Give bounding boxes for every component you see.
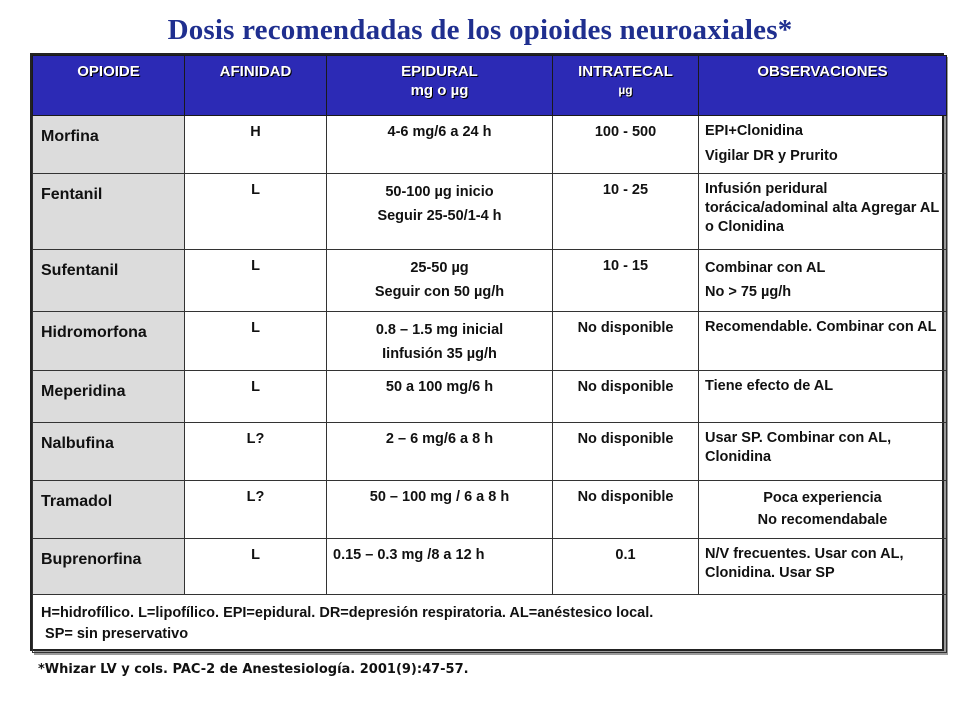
obs-line: Vigilar DR y Prurito bbox=[705, 148, 838, 164]
row-observaciones bbox=[699, 539, 947, 595]
epidural-line: 50-100 µg inicio bbox=[385, 184, 494, 200]
row-afinidad: L bbox=[185, 312, 327, 371]
row-epidural bbox=[327, 539, 553, 595]
epidural-line: 0.15 – 0.3 mg /8 a 12 h bbox=[333, 547, 485, 563]
header-epidural-unit: mg o µg bbox=[410, 82, 469, 99]
citation-footnote: *Whizar LV y cols. PAC-2 de Anestesiología. 2001(9):47-57. bbox=[38, 662, 469, 677]
header-intratecal bbox=[553, 56, 699, 116]
opioid-dose-table bbox=[32, 55, 947, 653]
row-name: Hidromorfona bbox=[33, 312, 185, 371]
row-observaciones bbox=[699, 116, 947, 174]
legend-row bbox=[33, 595, 947, 653]
row-observaciones bbox=[699, 371, 947, 423]
table-row bbox=[33, 250, 947, 312]
row-observaciones bbox=[699, 423, 947, 481]
row-name: Sufentanil bbox=[33, 250, 185, 312]
table-header-row bbox=[33, 56, 947, 116]
header-opioide: OPIOIDE bbox=[33, 56, 185, 116]
table-row bbox=[33, 481, 947, 539]
row-afinidad: L bbox=[185, 174, 327, 250]
row-intratecal: No disponible bbox=[553, 481, 699, 539]
obs-line: Usar SP. Combinar con AL, Clonidina bbox=[705, 430, 892, 465]
row-intratecal: No disponible bbox=[553, 312, 699, 371]
obs-line: Recomendable. Combinar con AL bbox=[705, 319, 937, 335]
row-name: Fentanil bbox=[33, 174, 185, 250]
epidural-line: Iinfusión 35 µg/h bbox=[382, 346, 497, 362]
table-row bbox=[33, 174, 947, 250]
obs-line: No > 75 µg/h bbox=[705, 284, 792, 300]
row-name: Meperidina bbox=[33, 371, 185, 423]
obs-line: No recomendabale bbox=[757, 512, 888, 528]
legend-line: SP= sin preservativo bbox=[41, 626, 189, 642]
row-epidural bbox=[327, 423, 553, 481]
legend-line: H=hidrofílico. L=lipofílico. EPI=epidural. DR=depresión respiratoria. AL=anéstesico local. bbox=[41, 605, 654, 621]
row-intratecal: 100 - 500 bbox=[553, 116, 699, 174]
header-intratecal-unit: µg bbox=[618, 83, 633, 97]
row-intratecal: 10 - 15 bbox=[553, 250, 699, 312]
row-observaciones bbox=[699, 312, 947, 371]
table-row bbox=[33, 371, 947, 423]
row-name: Morfina bbox=[33, 116, 185, 174]
table-row bbox=[33, 312, 947, 371]
obs-line: Poca experiencia bbox=[763, 490, 882, 506]
row-epidural bbox=[327, 312, 553, 371]
epidural-line: 25-50 µg bbox=[410, 260, 469, 276]
row-afinidad: L bbox=[185, 250, 327, 312]
obs-line: Tiene efecto de AL bbox=[705, 378, 834, 394]
row-intratecal: No disponible bbox=[553, 423, 699, 481]
header-intratecal-label: INTRATECAL bbox=[578, 63, 673, 80]
row-observaciones bbox=[699, 481, 947, 539]
opioid-dose-table-container bbox=[30, 53, 944, 651]
table-row bbox=[33, 116, 947, 174]
row-observaciones bbox=[699, 250, 947, 312]
header-epidural-label: EPIDURAL bbox=[401, 63, 478, 80]
row-afinidad: L bbox=[185, 371, 327, 423]
header-afinidad: AFINIDAD bbox=[185, 56, 327, 116]
row-epidural bbox=[327, 371, 553, 423]
obs-line: Combinar con AL bbox=[705, 260, 826, 276]
epidural-line: Seguir con 50 µg/h bbox=[374, 284, 505, 300]
row-name: Nalbufina bbox=[33, 423, 185, 481]
epidural-line: 0.8 – 1.5 mg inicial bbox=[375, 322, 504, 338]
epidural-line: 2 – 6 mg/6 a 8 h bbox=[385, 431, 494, 447]
row-name: Buprenorfina bbox=[33, 539, 185, 595]
epidural-line: 50 – 100 mg / 6 a 8 h bbox=[369, 489, 510, 505]
page-title: Dosis recomendadas de los opioides neuroaxiales* bbox=[167, 14, 793, 46]
row-afinidad: L? bbox=[185, 423, 327, 481]
obs-line: Infusión peridural torácica/adominal alta Agregar AL o Clonidina bbox=[705, 181, 939, 235]
row-epidural bbox=[327, 174, 553, 250]
row-epidural bbox=[327, 481, 553, 539]
row-afinidad: L bbox=[185, 539, 327, 595]
row-intratecal: 0.1 bbox=[553, 539, 699, 595]
row-epidural bbox=[327, 250, 553, 312]
row-observaciones bbox=[699, 174, 947, 250]
header-epidural bbox=[327, 56, 553, 116]
row-intratecal: No disponible bbox=[553, 371, 699, 423]
epidural-line: 50 a 100 mg/6 h bbox=[385, 379, 494, 395]
row-name: Tramadol bbox=[33, 481, 185, 539]
row-epidural bbox=[327, 116, 553, 174]
row-intratecal: 10 - 25 bbox=[553, 174, 699, 250]
abbreviations-legend bbox=[33, 595, 947, 653]
table-row bbox=[33, 423, 947, 481]
row-afinidad: L? bbox=[185, 481, 327, 539]
row-afinidad: H bbox=[185, 116, 327, 174]
epidural-line: Seguir 25-50/1-4 h bbox=[377, 208, 502, 224]
obs-line: EPI+Clonidina bbox=[705, 123, 803, 139]
table-row bbox=[33, 539, 947, 595]
obs-line: N/V frecuentes. Usar con AL, Clonidina. Usar SP bbox=[705, 546, 904, 581]
header-observaciones: OBSERVACIONES bbox=[699, 56, 947, 116]
epidural-line: 4-6 mg/6 a 24 h bbox=[387, 124, 492, 140]
